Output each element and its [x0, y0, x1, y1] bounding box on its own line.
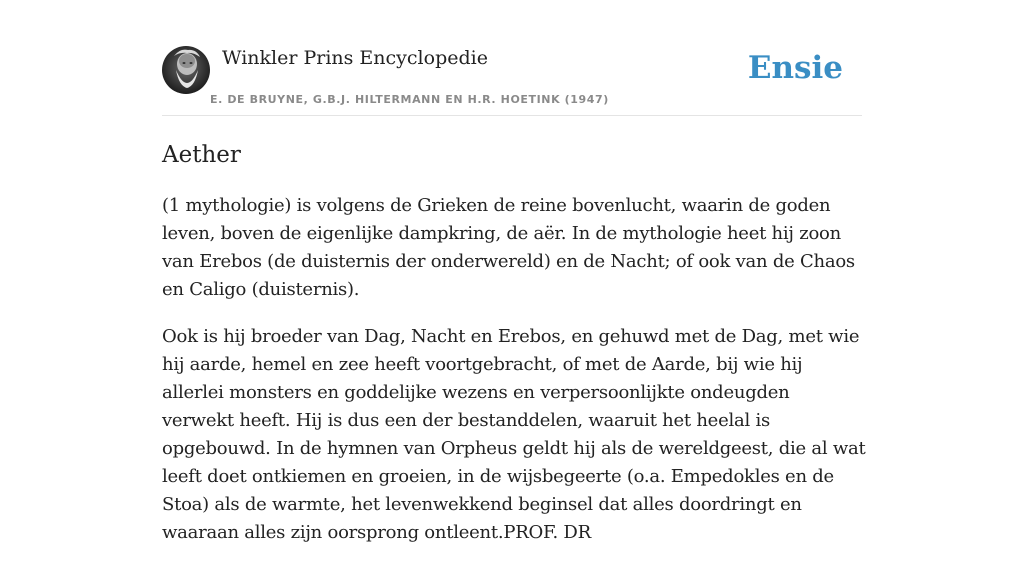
- entry-paragraph: Ook is hij broeder van Dag, Nacht en Erebos, en gehuwd met de Dag, met wie hij aarde, hemel en zee heeft voortgebracht, of met de Aarde, bij wie hij allerlei monsters en goddelijke wezens en verpersoonlijkte ondeugden verwekt heeft. Hij is dus een der bestanddelen, waaruit het heelal is opgebouwd. In de hymnen van Orpheus geldt hij als de wereldgeest, die al wat leeft doet ontkiemen en groeien, in de wijsbegeerte (o.a. Empedokles en de Stoa) als de warmte, het levenwekkend beginsel dat alles doordringt en waaraan alles zijn oorsprong ontleent.PROF. DR: [162, 326, 866, 543]
- source-title[interactable]: Winkler Prins Encyclopedie: [222, 47, 488, 69]
- ensie-logo-link[interactable]: Ensie: [747, 50, 843, 86]
- entry-body: [162, 192, 866, 566]
- source-authors: E. DE BRUYNE, G.B.J. HILTERMANN EN H.R. HOETINK (1947): [210, 93, 609, 106]
- entry-paragraph: (1 mythologie) is volgens de Grieken de reine bovenlucht, waarin de goden leven, boven de eigenlijke dampkring, de aër. In de mythologie heet hij zoon van Erebos (de duisternis der onderwereld) en de Nacht; of ook van de Chaos en Caligo (duisternis).: [162, 195, 855, 300]
- portrait-photo-icon: [162, 46, 210, 94]
- entry-title: Aether: [162, 142, 241, 168]
- source-header: [162, 46, 862, 116]
- author-avatar: [162, 46, 210, 94]
